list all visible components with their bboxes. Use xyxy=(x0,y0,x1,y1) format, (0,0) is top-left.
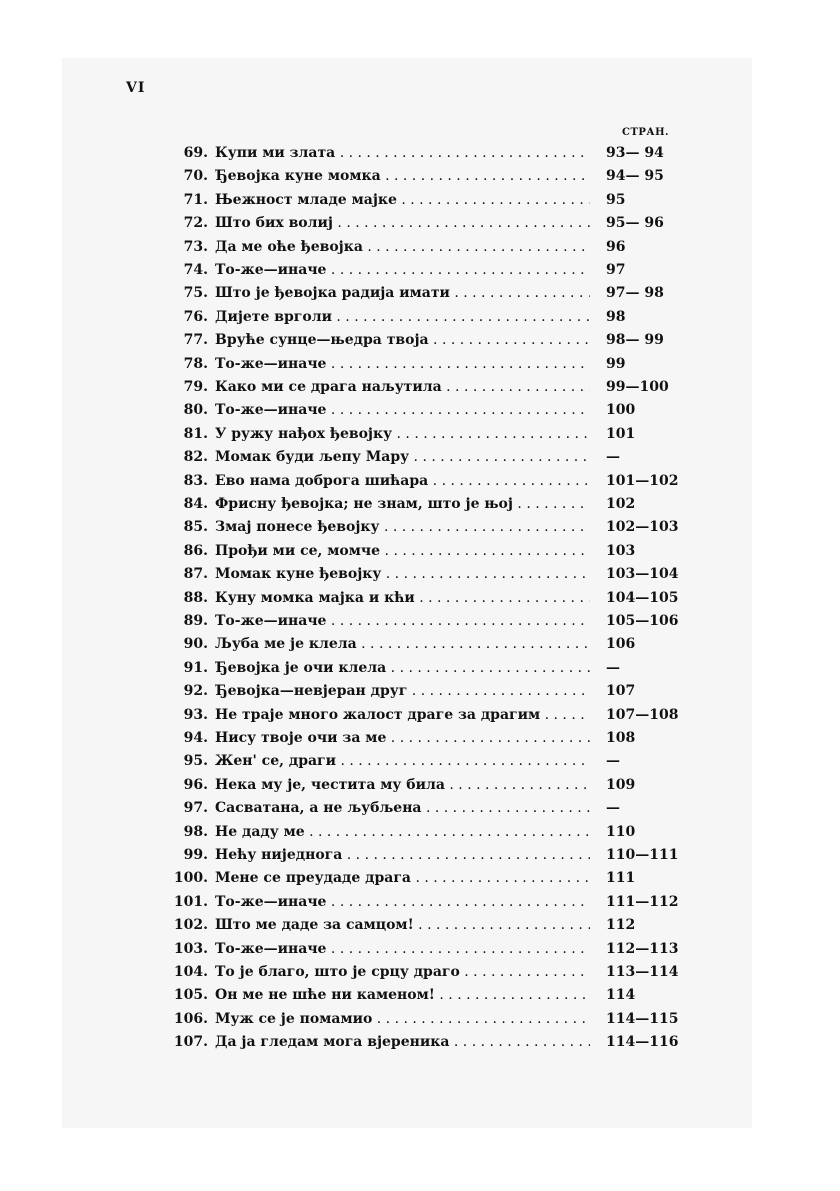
toc-entry xyxy=(0,844,840,867)
toc-entry xyxy=(0,306,840,329)
entry-title: Дијете врголи . . . xyxy=(215,306,590,329)
entry-title: Нису твоје очи за ме . . . xyxy=(215,727,590,750)
entry-title: Што ме даде за самцом! . . . xyxy=(215,914,590,937)
entry-pages: 111—112 xyxy=(606,893,679,910)
entry-title: Момак буди љепу Мару . . . xyxy=(215,446,590,469)
entry-pages: 93— 94 xyxy=(606,145,664,161)
entry-number: 87. xyxy=(183,566,208,583)
entry-pages: — xyxy=(606,659,620,676)
entry-number: 98. xyxy=(183,823,208,840)
toc-entry xyxy=(0,891,840,914)
toc-entry xyxy=(0,867,840,890)
toc-entry xyxy=(0,610,840,633)
entry-pages: 98 xyxy=(606,308,626,325)
entry-number: 90. xyxy=(183,636,208,653)
entry-pages: 94— 95 xyxy=(606,168,664,185)
entry-number: 103. xyxy=(173,940,208,957)
entry-title: У ружу нађох ђевојку . . . xyxy=(215,423,590,446)
entry-title: Муж се је помамио . . . xyxy=(215,1008,590,1031)
toc-entry xyxy=(0,563,840,586)
entry-number: 71. xyxy=(183,191,208,208)
entry-pages: 107 xyxy=(606,683,636,700)
toc-entry xyxy=(0,540,840,563)
entry-pages: 110 xyxy=(606,823,636,840)
entry-title: Сасватана, а не љубљена . . . xyxy=(215,797,590,820)
entry-title: Фрисну ђевојка; не знам, што је њој . . . xyxy=(215,493,590,516)
entry-pages: 108 xyxy=(606,730,636,746)
entry-number: 84. xyxy=(183,496,208,512)
entry-pages: 113—114 xyxy=(606,964,679,980)
entry-pages: 112 xyxy=(606,917,636,934)
page-number: VI xyxy=(126,80,146,96)
entry-pages: — xyxy=(606,800,620,817)
toc-entry xyxy=(0,821,840,844)
toc-entry xyxy=(0,423,840,446)
entry-pages: 109 xyxy=(606,776,636,793)
entry-pages: 95 xyxy=(606,191,626,208)
toc-entry xyxy=(0,516,840,539)
toc-entry xyxy=(0,189,840,212)
entry-number: 76. xyxy=(183,308,208,325)
entry-pages: 101 xyxy=(606,425,636,442)
entry-title: Вруће сунце—њедра твоја . . . xyxy=(215,329,590,352)
entry-number: 104. xyxy=(173,964,208,980)
entry-title: Њежност младе мајке . . . xyxy=(215,189,590,212)
entry-title: Момак куне ђевојку . . . xyxy=(215,563,590,586)
entry-pages: 103—104 xyxy=(606,566,679,583)
toc-entry xyxy=(0,1031,840,1054)
entry-pages: — xyxy=(606,449,620,466)
entry-pages: 112—113 xyxy=(606,940,679,957)
entry-number: 97. xyxy=(183,800,208,817)
entry-title: То-же—иначе . . . xyxy=(215,259,590,282)
entry-number: 101. xyxy=(173,893,208,910)
entry-number: 86. xyxy=(183,542,208,559)
toc-entry xyxy=(0,704,840,727)
entry-number: 107. xyxy=(173,1034,208,1051)
entry-title: Да ја гледам мога вјереника . . . xyxy=(215,1031,590,1054)
entry-number: 105. xyxy=(173,987,208,1004)
entry-pages: 101—102 xyxy=(606,472,679,489)
entry-title: То-же—иначе . . . xyxy=(215,399,590,422)
entry-title: То је благо, што је срцу драго . . . xyxy=(215,961,590,984)
entry-number: 78. xyxy=(183,355,208,372)
entry-pages: 97 xyxy=(606,262,626,278)
entry-title: Купи ми злата . . . xyxy=(215,142,590,165)
toc-entry xyxy=(0,961,840,984)
entry-title: То-же—иначе . . . xyxy=(215,610,590,633)
entry-title: То-же—иначе . . . xyxy=(215,891,590,914)
entry-pages: 111 xyxy=(606,870,636,887)
entry-title: Како ми се драга наљутила . . . xyxy=(215,376,590,399)
toc-entry xyxy=(0,774,840,797)
entry-title: Куну момка мајка и кћи . . . xyxy=(215,587,590,610)
entry-number: 75. xyxy=(183,285,208,302)
entry-pages: 99 xyxy=(606,355,626,372)
entry-title: То-же—иначе . . . xyxy=(215,938,590,961)
toc-entry xyxy=(0,165,840,188)
entry-pages: 114—116 xyxy=(606,1034,679,1051)
toc-entry xyxy=(0,1008,840,1031)
toc-entry xyxy=(0,914,840,937)
entry-title: Прођи ми се, момче . . . xyxy=(215,540,590,563)
toc-entry xyxy=(0,633,840,656)
toc-entry xyxy=(0,446,840,469)
entry-pages: 104—105 xyxy=(606,589,679,606)
toc-entry xyxy=(0,353,840,376)
entry-number: 74. xyxy=(183,262,208,278)
entry-title: Ђевојка—невјеран друг . . . xyxy=(215,680,590,703)
entry-number: 99. xyxy=(183,847,208,863)
entry-number: 96. xyxy=(183,776,208,793)
entry-pages: 114 xyxy=(606,987,636,1004)
entry-pages: 110—111 xyxy=(606,847,679,863)
entry-title: Не траје много жалост драге за драгим . . . xyxy=(215,704,590,727)
entry-number: 94. xyxy=(183,730,208,746)
entry-title: Љуба ме је клела . . . xyxy=(215,633,590,656)
entry-number: 72. xyxy=(183,215,208,232)
toc-entry xyxy=(0,376,840,399)
entry-pages: 105—106 xyxy=(606,613,679,629)
pages-column-header: СТРАН. xyxy=(622,127,669,138)
toc-entry xyxy=(0,984,840,1007)
toc-entry xyxy=(0,142,840,165)
entry-pages: 107—108 xyxy=(606,706,679,723)
entry-pages: 102—103 xyxy=(606,519,679,536)
entry-number: 92. xyxy=(183,683,208,700)
entry-title: Нећу ниједнога . . . xyxy=(215,844,590,867)
entry-number: 91. xyxy=(183,659,208,676)
entry-number: 106. xyxy=(173,1010,208,1027)
entry-pages: 114—115 xyxy=(606,1010,679,1027)
toc-entry xyxy=(0,259,840,282)
entry-title: Што бих волиј . . . xyxy=(215,212,590,235)
toc-entry xyxy=(0,750,840,773)
entry-number: 80. xyxy=(183,402,208,419)
entry-number: 69. xyxy=(183,145,208,161)
toc-entry xyxy=(0,470,840,493)
toc-entry xyxy=(0,236,840,259)
entry-number: 79. xyxy=(183,379,208,395)
entry-pages: 95— 96 xyxy=(606,215,664,232)
entry-pages: 102 xyxy=(606,496,636,512)
toc-entry xyxy=(0,399,840,422)
toc-entry xyxy=(0,797,840,820)
entry-pages: 96 xyxy=(606,238,626,255)
entry-title: Он ме не шће ни каменом! . . . xyxy=(215,984,590,1007)
entry-pages: — xyxy=(606,753,620,770)
entry-number: 81. xyxy=(183,425,208,442)
toc-entry xyxy=(0,329,840,352)
entry-number: 88. xyxy=(183,589,208,606)
toc-entry xyxy=(0,212,840,235)
entry-number: 70. xyxy=(183,168,208,185)
entry-title: Што је ђевојка радија имати . . . xyxy=(215,282,590,305)
toc-entry xyxy=(0,727,840,750)
toc-entry xyxy=(0,587,840,610)
entry-pages: 98— 99 xyxy=(606,332,664,349)
entry-pages: 106 xyxy=(606,636,636,653)
entry-title: Жен' се, драги . . . xyxy=(215,750,590,773)
entry-number: 85. xyxy=(183,519,208,536)
entry-number: 89. xyxy=(183,613,208,629)
toc-entry xyxy=(0,680,840,703)
entry-title: Не даду ме . . . xyxy=(215,821,590,844)
entry-title: Да ме оће ђевојка . . . xyxy=(215,236,590,259)
entry-title: Змај понесе ђевојку . . . xyxy=(215,516,590,539)
entry-number: 93. xyxy=(183,706,208,723)
entry-title: Ђевојка куне момка . . . xyxy=(215,165,590,188)
entry-number: 95. xyxy=(183,753,208,770)
entry-number: 100. xyxy=(173,870,208,887)
entry-number: 77. xyxy=(183,332,208,349)
entry-number: 102. xyxy=(173,917,208,934)
entry-title: Ђевојка је очи клела . . . xyxy=(215,657,590,680)
entry-title: Ево нама доброга шићара . . . xyxy=(215,470,590,493)
entry-number: 73. xyxy=(183,238,208,255)
entry-title: Мене се преудаде драга . . . xyxy=(215,867,590,890)
entry-title: Нека му је, честита му била . . . xyxy=(215,774,590,797)
entry-number: 82. xyxy=(183,449,208,466)
toc-entry xyxy=(0,938,840,961)
entry-number: 83. xyxy=(183,472,208,489)
entry-pages: 103 xyxy=(606,542,636,559)
entry-pages: 100 xyxy=(606,402,636,419)
entry-pages: 99—100 xyxy=(606,379,669,395)
toc-entry xyxy=(0,282,840,305)
toc-entry xyxy=(0,493,840,516)
entry-title: То-же—иначе . . . xyxy=(215,353,590,376)
toc-entry xyxy=(0,657,840,680)
entry-pages: 97— 98 xyxy=(606,285,664,302)
